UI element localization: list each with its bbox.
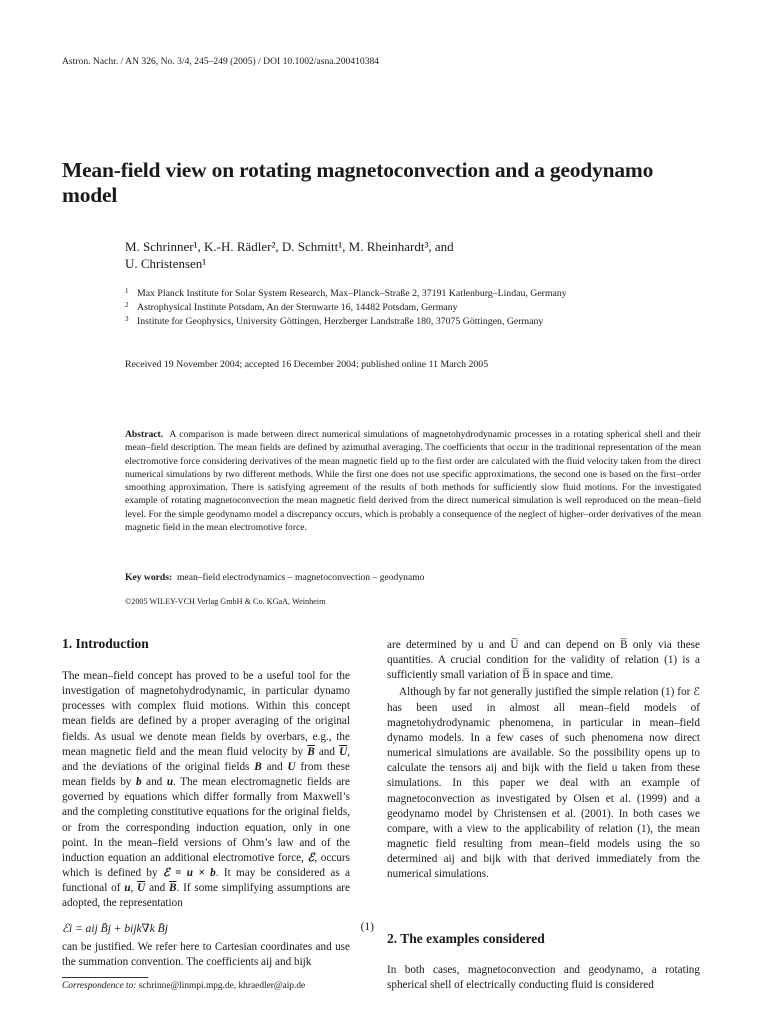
keywords-label: Key words: xyxy=(125,572,173,583)
emf-definition: ℰ = u × b xyxy=(162,867,216,880)
affiliation-text: Max Planck Institute for Solar System Research, Max–Planck–Straße 2, 37191 Katlenburg–Lindau, Germany xyxy=(137,288,567,299)
text-and: and xyxy=(141,776,167,789)
received-dates: Received 19 November 2004; accepted 16 December 2004; published online 11 March 2005 xyxy=(125,359,489,370)
keywords-text: mean–field electrodynamics – magnetoconvection – geodynamo xyxy=(176,572,425,583)
examples-paragraph: In both cases, magnetoconvection and geodynamo, a rotating spherical shell of electrically conducting fluid is considered xyxy=(387,964,700,992)
abstract-label: Abstract. xyxy=(125,429,164,440)
intro-text-g: . If some simplifying assumptions are adopted, the representation xyxy=(62,882,350,910)
symbol-mean-b: $\overline{B}$ xyxy=(169,882,177,895)
abstract xyxy=(125,428,701,534)
intro-text-f: . It may be considered as a functional of xyxy=(62,867,351,895)
symbol-mean-u: $\overline{U}$ xyxy=(339,745,348,758)
copyright: ©2005 WILEY-VCH Verlag GmbH & Co. KGaA, Weinheim xyxy=(125,597,326,606)
intro-paragraph: The mean–field concept has proved to be a useful tool for the investigation of magnetohydrodynamic, in particular dynamo processes with complex fluid motions. Within this concept mean fields are defined by a proper averaging of the original fields. As usual we denote mean fields by overbars, e.g., the mean magnetic field and the mean fluid velocity by $\overline{B}$ and $\overline{U}$, and the deviations of the original fields B and U from these mean fields by b and u. The mean electromagnetic fields are governed by equations which differ formally from Maxwell’s and the completing constitutive equations for the original fields, or from the corresponding induction equation, only in one point. In the mean–field versions of Ohm’s law and of the induction equation an additional electromotive force, ℰ, occurs which is defined by ℰ = u × b. It may be considered as a functional of u, $\overline{U}$ and $\overline{B}$. If some simplifying assumptions are adopted, the representation xyxy=(62,670,351,910)
affiliation-num: 2 xyxy=(125,301,129,309)
symbol-b-field: B xyxy=(254,760,262,773)
text-and: and xyxy=(261,760,288,773)
intro-text-b: , and the deviations of the original fields xyxy=(62,745,350,773)
intro-text-c: from these mean fields by xyxy=(62,760,350,789)
keywords xyxy=(125,572,424,583)
equation-body: ℰi = aij B̄j + bijk∇k B̄j xyxy=(62,923,168,935)
section-title-examples: 2. The examples considered xyxy=(387,931,545,946)
symbol-b-fluct: b xyxy=(135,776,142,789)
equation-number: (1) xyxy=(360,921,374,933)
text-and: and xyxy=(314,745,340,758)
affiliation-num: 1 xyxy=(125,287,129,295)
author-line-1: M. Schrinner¹, K.-H. Rädler², D. Schmitt¹, M. Rheinhardt³, and xyxy=(125,239,454,254)
affiliation-text: Institute for Geophysics, University Göttingen, Herzberger Landstraße 180, 37075 Göttingen, Germany xyxy=(137,316,544,327)
text-and: and xyxy=(145,882,170,895)
equation-1 xyxy=(62,921,374,935)
right-column-text xyxy=(387,638,700,883)
symbol-mean-u: $\overline{U}$ xyxy=(137,882,146,895)
author-list xyxy=(125,238,715,272)
section-title-introduction: 1. Introduction xyxy=(62,636,149,651)
author-line-2: U. Christensen¹ xyxy=(125,256,207,271)
right-paragraph-2: Although by far not generally justified the simple relation (1) for ℰ has been used in almost all mean–field models of magnetohydrodynamic phenomena, in particular in mean–field dynamo models. In a few cases of such phenomena now direct numerical simulations are available. So the possibility opens up to calculate the tensors aij and bijk with the field u taken from these simulations. In this paper we deal with an example of magnetoconvection as investigated by Olsen et al. (1999) and a geodynamo model by Christensen et al. (2001). In both cases we compare, with a view to the applicability of relation (1), the mean magnetic field resulting from mean–field models using the so determined aij and bijk with that derived immediately from the numerical simulations. xyxy=(387,686,700,881)
abstract-text: A comparison is made between direct numerical simulations of magnetohydrodynamic processes in a rotating spherical shell and their mean–field description. The mean fields are defined by azimuthal averaging. The coefficients that occur in the traditional representation of the mean electromotive force considering derivatives of the mean magnetic field up to the first order are calculated with the fluid velocity taken from the direct numerical simulations by two different methods. While the first one does not use specific approximations, the second one is based on the first–order smoothing approximation. There is satisfying agreement of the results of both methods for sufficiently slow fluid motions. For the investigated example of rotating magnetoconvection the mean magnetic field derived from the direct numerical simulation is well reproduced on the mean–field level. For the simple geodynamo model a discrepancy occurs, which is probably a consequence of the neglect of higher–order derivatives of the mean magnetic field in the mean electromotive force. xyxy=(125,429,701,534)
right-paragraph-1: are determined by u and U̅ and can depend on B̅ only via these quantities. A crucial condition for the validity of relation (1) is a sufficiently small variation of B̅ in space and time. xyxy=(387,639,700,682)
footnote-rule xyxy=(62,977,148,978)
affiliation-text: Astrophysical Institute Potsdam, An der Sternwarte 16, 14482 Potsdam, Germany xyxy=(137,302,458,313)
symbol-u-field: U xyxy=(287,760,296,773)
journal-header: Astron. Nachr. / AN 326, No. 3/4, 245–249 (2005) / DOI 10.1002/asna.200410384 xyxy=(62,56,380,67)
correspondence-footnote xyxy=(62,981,305,991)
footnote-label: Correspondence to: xyxy=(62,981,137,991)
intro-paragraph-2: can be justified. We refer here to Cartesian coordinates and use the summation convention. The coefficients aij and bijk xyxy=(62,941,350,969)
footnote-text: schrinne@linmpi.mpg.de, khraedler@aip.de xyxy=(136,981,306,991)
symbol-u: u xyxy=(124,882,131,895)
symbol-u-fluct: u xyxy=(166,776,174,789)
intro-text-a: The mean–field concept has proved to be a useful tool for the investigation of magnetohydrodynamic, in particular dynamo processes with complex fluid motions. Within this concept mean fields are defined by a proper averaging of the original fields. As usual we denote mean fields by overbars, e.g., the mean magnetic field and the mean fluid velocity by xyxy=(62,670,350,758)
intro-text-d: . The mean electromagnetic fields are governed by equations which differ formally from Maxwell’s and the completing constitutive equations for the original fields, or from the corresponding induction equation, only in one point. In the mean–field versions of Ohm’s law and of the induction equation an additional electromotive force, xyxy=(62,776,350,864)
symbol-mean-b: $\overline{B}$ xyxy=(307,745,315,758)
intro-text-e: , occurs which is defined by xyxy=(62,851,351,880)
paper-title: Mean-field view on rotating magnetoconvection and a geodynamo model xyxy=(62,158,654,207)
symbol-emf: ℰ xyxy=(307,851,315,864)
affiliation-num: 3 xyxy=(125,315,129,323)
